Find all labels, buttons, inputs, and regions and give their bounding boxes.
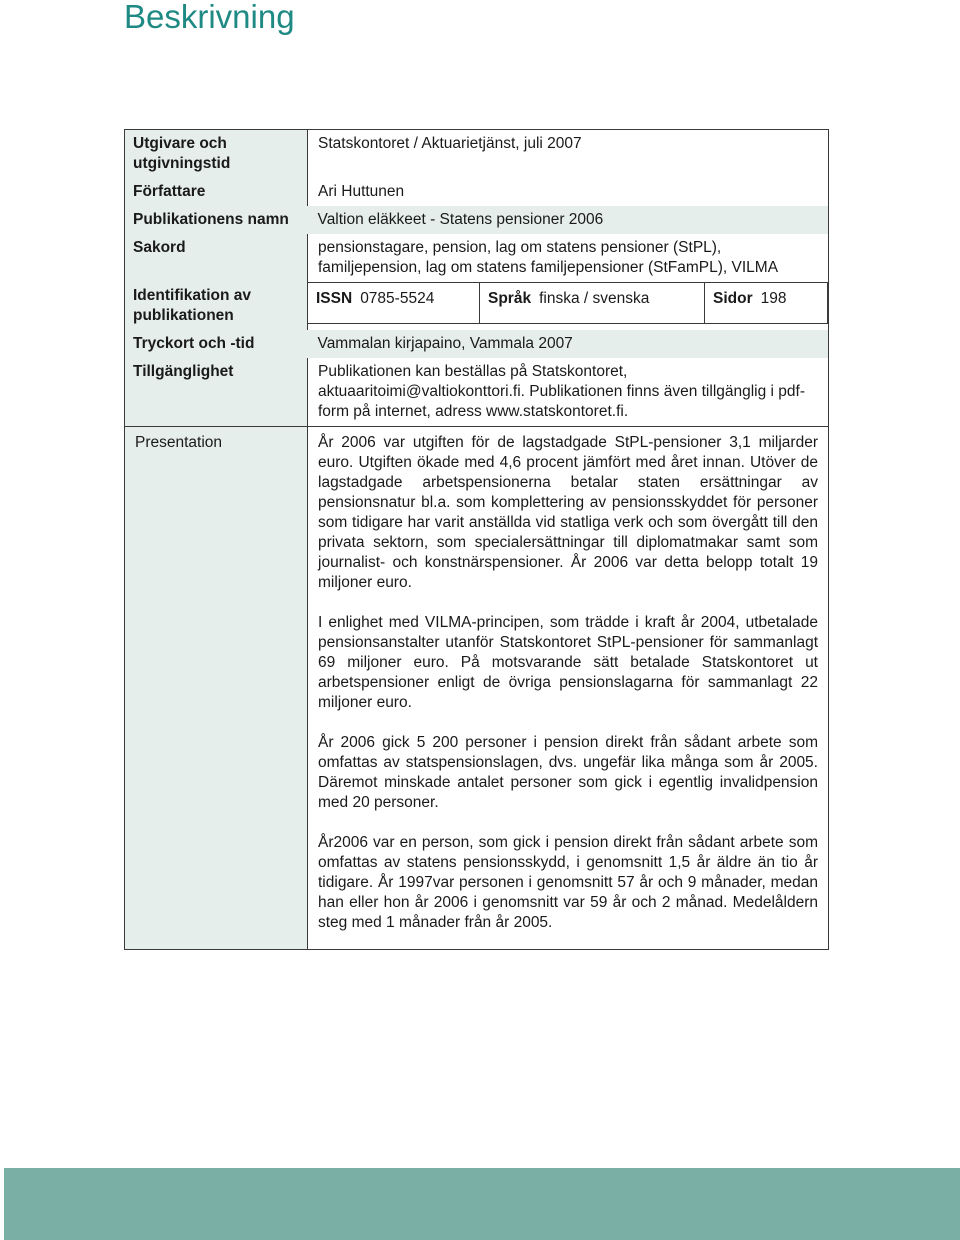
- identification-label: Identifikation av publikationen: [133, 287, 251, 324]
- footer-band: [4, 1168, 960, 1240]
- page-title: Beskrivning: [124, 0, 295, 35]
- language-label: Språk: [488, 290, 532, 307]
- presentation-paragraph: I enlighet med VILMA-principen, som trädde i kraft år 2004, utbetalade pensionsanstalter utanför Statskontoret StPL-pensioner för sammanlagt 69 miljoner euro. På motsvarande sätt betalade Statskontoret ut arbetspensioner enligt de övriga pensionslagarna för sammanlagt 22 miljoner euro.: [318, 614, 818, 711]
- pages-cell: [705, 283, 827, 323]
- language-value: finska / svenska: [539, 290, 650, 307]
- keywords-value: pensionstagare, pension, lag om statens pensioner (StPL), familjepension, lag om statens familjepensioner (StFamPL), VILMA: [318, 239, 779, 276]
- issn-value: 0785-5524: [360, 290, 435, 307]
- presentation-paragraph: År 2006 gick 5 200 personer i pension direkt från sådant arbete som omfattas av statspensionslagen, dvs. ungefär lika många som år 2005. Däremot minskade antalet personer som gick i egentlig invalidpension med 20 personer.: [318, 734, 818, 811]
- publisher-row: [125, 130, 829, 179]
- keywords-row: [125, 234, 829, 282]
- printing-value: Vammalan kirjapaino, Vammala 2007: [317, 335, 573, 352]
- author-label: Författare: [133, 183, 206, 200]
- availability-row: [125, 358, 829, 427]
- author-value: Ari Huttunen: [318, 183, 405, 200]
- keywords-label: Sakord: [133, 239, 186, 256]
- pages-label: Sidor: [713, 290, 753, 307]
- presentation-text: [308, 427, 828, 949]
- presentation-label: Presentation: [135, 434, 223, 451]
- author-row: [125, 178, 829, 206]
- presentation-row: [125, 427, 829, 950]
- availability-label: Tillgänglighet: [133, 363, 234, 380]
- identification-box: [307, 282, 828, 324]
- publisher-label: Utgivare och utgivningstid: [133, 135, 231, 172]
- publication-description-table: [124, 129, 829, 950]
- presentation-paragraph: År 2006 var utgiften för de lagstadgade StPL-pensioner 3,1 miljarder euro. Utgiften ökade med 4,6 procent jämfört med året innan. Utöver de lagstadgade arbetspensionerna betalar staten ersättningar av pensionsnatur bl.a. som komplettering av pensionsskyddet för personer som tidigare har varit anställda vid statliga verk och som övergått till den privata sektorn, som specialersättningar till diplomatmakar samt som journalist- och konstnärspensioner. År 2006 var detta belopp totalt 19 miljoner euro.: [318, 434, 818, 591]
- publication-name-value: Valtion eläkkeet - Statens pensioner 2006: [317, 211, 604, 228]
- issn-label: ISSN: [316, 290, 353, 307]
- printing-row: [125, 330, 829, 358]
- issn-cell: [308, 283, 480, 323]
- publication-name-row: [125, 206, 829, 234]
- publication-name-label: Publikationens namn: [133, 211, 289, 228]
- publisher-value: Statskontoret / Aktuarietjänst, juli 2007: [318, 135, 582, 152]
- printing-label: Tryckort och -tid: [133, 335, 255, 352]
- pages-value: 198: [760, 290, 787, 307]
- availability-value: Publikationen kan beställas på Statskontoret, aktuaaritoimi@valtiokonttori.fi. Publikationen finns även tillgänglig i pdf-form på internet, adress www.statskontoret.fi.: [318, 363, 806, 420]
- presentation-paragraph: År2006 var en person, som gick i pension direkt från sådant arbete som omfattas av statens pensionsskydd, i genomsnitt 1,5 år äldre än tio år tidigare. År 1997var personen i genomsnitt 57 år och 9 månader, medan han eller hon år 2006 i genomsnitt var 59 år och 2 månad. Medelåldern steg med 1 månader från år 2005.: [318, 834, 818, 931]
- language-cell: [480, 283, 705, 323]
- identification-row: [125, 282, 829, 330]
